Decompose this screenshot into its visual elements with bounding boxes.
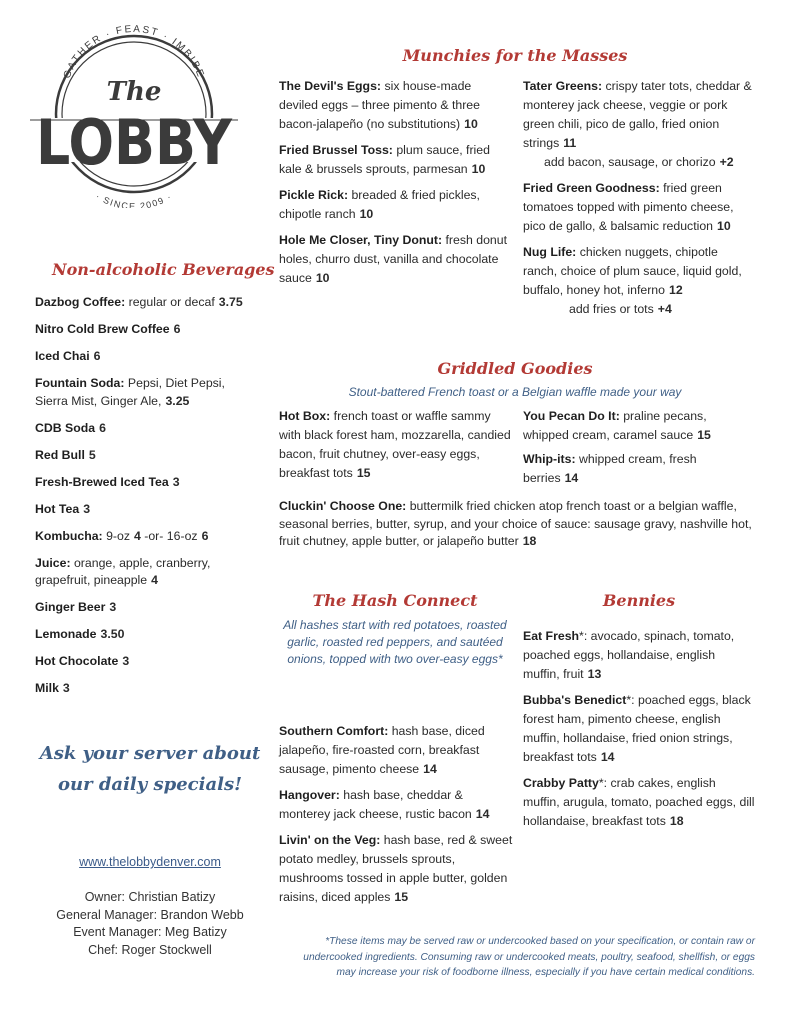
munchies-right-column	[523, 77, 755, 326]
menu-item	[523, 774, 755, 831]
item-price: 15	[356, 466, 371, 480]
item-price: 10	[471, 162, 486, 176]
griddled-right-column	[523, 407, 755, 493]
hash-title: The Hash Connect	[312, 591, 478, 610]
menu-item	[523, 691, 755, 767]
beverage-description: Pepsi, Diet Pepsi, Sierra Mist, Ginger Ale,	[35, 376, 225, 408]
item-description: hash base, cheddar & monterey jack cheese, rustic bacon	[279, 788, 472, 821]
menu-item	[279, 498, 755, 551]
item-description: chicken nuggets, chipotle ranch, choice of plum sauce, liquid gold, buffalo, honey hot, inferno	[523, 245, 742, 297]
item-name: You Pecan Do It:	[523, 409, 620, 423]
beverage-price: 3.50	[100, 627, 125, 641]
item-star: *:	[579, 629, 588, 643]
bennies-list	[523, 627, 755, 838]
beverage-price: 4	[151, 573, 158, 587]
beverage-name: Hot Chocolate	[35, 654, 119, 668]
item-description: fried green tomatoes topped with pimento cheese, pico de gallo, & balsamic reduction	[523, 181, 734, 233]
item-price: 10	[315, 271, 330, 285]
menu-item	[279, 141, 511, 179]
item-description: poached eggs, black forest ham, pimento cheese, english muffin, hollandaise, fried onion strings, breakfast tots	[523, 693, 751, 764]
beverage-description: regular or decaf	[128, 295, 215, 309]
beverage-name: Lemonade	[35, 627, 97, 641]
menu-item	[523, 407, 755, 445]
item-name: Cluckin' Choose One:	[279, 499, 407, 513]
beverage-item	[35, 420, 260, 438]
beverage-price: 3	[62, 681, 70, 695]
item-name: Nug Life:	[523, 245, 577, 259]
item-name: Eat Fresh	[523, 629, 580, 643]
beverage-name: Fountain Soda:	[35, 376, 125, 390]
beverage-item	[35, 348, 260, 366]
hash-list	[279, 722, 513, 914]
menu-item	[523, 179, 755, 236]
addon-text: add fries or tots	[569, 302, 654, 316]
item-price: 18	[669, 814, 684, 828]
item-name: Crabby Patty	[523, 776, 599, 790]
addon-text: add bacon, sausage, or chorizo	[544, 155, 716, 169]
footnote-line-2: undercooked ingredients. Consuming raw or undercooked meats, poultry, seafood, shellfish, or eggs	[303, 951, 755, 963]
item-name: Hot Box:	[279, 409, 331, 423]
item-description: buttermilk fried chicken atop french toast or a belgian waffle, seasonal berries, butter, syrup, and your choice of sauce: sausage gravy, nashville hot, fruit chutney, apple butter, or jalapeño butter	[279, 499, 752, 548]
bennies-title: Bennies	[602, 591, 676, 610]
item-name: Fried Green Goodness:	[523, 181, 660, 195]
logo-top-text: GATHER · FEAST · IMBIBE	[61, 23, 207, 81]
lobby-logo-icon	[28, 22, 240, 208]
beverage-item	[35, 375, 260, 410]
beverage-item	[35, 599, 260, 617]
munchies-title: Munchies for the Masses	[402, 46, 628, 65]
item-price: 13	[587, 667, 602, 681]
beverages-title: Non-alcoholic Beverages	[52, 260, 275, 279]
beverage-item	[35, 294, 260, 312]
beverage-name: Dazbog Coffee:	[35, 295, 126, 309]
beverage-item	[35, 447, 260, 465]
beverage-price: 3	[83, 501, 91, 516]
beverage-price: 6	[93, 349, 101, 363]
specials-line-2: our daily specials!	[58, 774, 242, 795]
beverage-name: CDB Soda	[35, 420, 96, 435]
item-price: 10	[359, 207, 374, 221]
beverage-name: Red Bull	[35, 447, 85, 462]
item-star: *:	[598, 776, 608, 790]
menu-item	[279, 831, 513, 907]
svg-text:GATHER · FEAST · IMBIBE	[62, 24, 207, 80]
item-price: 15	[697, 428, 711, 442]
staff-event-manager: Event Manager: Meg Batizy	[73, 925, 227, 939]
beverage-price-2: 6	[201, 528, 209, 543]
item-description: crab cakes, english muffin, arugula, tomato, poached eggs, dill hollandaise, breakfast tots	[523, 776, 755, 828]
menu-item	[523, 243, 755, 319]
item-description: crispy tater tots, cheddar & monterey jack cheese, veggie or pork green chili, pico de gallo, fried onion strings	[523, 79, 752, 150]
menu-item	[279, 231, 511, 288]
beverage-item	[35, 501, 260, 519]
staff-list	[30, 889, 270, 959]
menu-item	[279, 407, 511, 483]
beverage-item	[35, 626, 260, 644]
item-name: Livin' on the Veg:	[279, 833, 381, 847]
beverage-name: Juice:	[35, 555, 71, 570]
beverage-name: Kombucha:	[35, 528, 103, 543]
item-price: 12	[668, 283, 683, 297]
beverage-item	[35, 528, 260, 546]
beverage-item	[35, 653, 260, 671]
item-description: avocado, spinach, tomato, poached eggs, hollandaise, english muffin, fruit	[523, 629, 735, 681]
menu-item	[523, 450, 755, 488]
item-name: Southern Comfort:	[279, 724, 389, 738]
item-star: *:	[626, 693, 635, 707]
item-name: The Devil's Eggs:	[279, 79, 382, 93]
item-price: 10	[464, 117, 478, 131]
griddled-full-row	[279, 498, 755, 551]
menu-item	[279, 722, 513, 779]
logo	[28, 22, 240, 208]
item-description: french toast or waffle sammy with black forest ham, mozzarella, candied bacon, fruit chutney, over-easy eggs, breakfast tots	[279, 409, 511, 480]
griddled-title: Griddled Goodies	[437, 359, 593, 378]
item-description: six house-made deviled eggs – three pimento & three bacon-jalapeño (no substitutions)	[279, 79, 480, 131]
website-link[interactable]: www.thelobbydenver.com	[79, 855, 221, 869]
menu-item	[523, 627, 755, 684]
specials-callout	[30, 738, 270, 800]
logo-the: The	[106, 77, 162, 107]
item-name: Hangover:	[279, 788, 340, 802]
item-price: 15	[394, 890, 409, 904]
beverage-price: 6	[99, 420, 106, 435]
beverage-item	[35, 474, 260, 492]
beverage-item	[35, 680, 260, 698]
item-name: Bubba's Benedict	[523, 693, 627, 707]
hash-subtitle: All hashes start with red potatoes, roasted garlic, roasted red peppers, and sautéed onions, topped with two over-easy eggs*	[283, 618, 507, 666]
item-description: breaded & fried pickles, chipotle ranch	[279, 188, 480, 221]
item-price: 18	[522, 534, 537, 548]
item-description: hash base, diced jalapeño, fire-roasted corn, breakfast sausage, pimento cheese	[279, 724, 485, 776]
item-price: 14	[600, 750, 615, 764]
menu-item	[279, 786, 513, 824]
griddled-left-column	[279, 407, 511, 490]
raw-food-footnote	[260, 934, 755, 981]
item-description: plum sauce, fried kale & brussels sprouts, parmesan	[279, 143, 490, 176]
item-price: 14	[564, 471, 579, 485]
menu-item	[523, 77, 755, 172]
beverage-price: 3.75	[218, 295, 243, 309]
item-price: 11	[563, 136, 577, 150]
beverage-description-2: -or- 16-oz	[144, 528, 198, 543]
item-price: 10	[717, 219, 731, 233]
beverage-description: orange, apple, cranberry, grapefruit, pineapple	[35, 555, 211, 587]
item-name: Pickle Rick:	[279, 188, 349, 202]
staff-owner: Owner: Christian Batizy	[84, 890, 216, 904]
footnote-line-3: may increase your risk of foodborne illness, especially if you have certain medical conditions.	[336, 967, 755, 978]
beverage-name: Nitro Cold Brew Coffee	[35, 322, 170, 336]
item-price: 14	[475, 807, 490, 821]
item-description: praline pecans, whipped cream, caramel sauce	[523, 409, 707, 442]
menu-item	[279, 77, 511, 134]
griddled-subtitle: Stout-battered French toast or a Belgian waffle made your way	[348, 385, 682, 399]
footnote-line-1: *These items may be served raw or undercooked based on your specification, or contain raw or	[325, 936, 755, 947]
item-price: 14	[423, 762, 437, 776]
item-description: hash base, red & sweet potato medley, brussels sprouts, mushrooms tossed in apple butter, golden raisins, diced apples	[279, 833, 513, 904]
beverage-item	[35, 555, 260, 590]
beverage-price: 3.25	[165, 393, 190, 408]
addon-price: +2	[719, 155, 734, 169]
item-name: Tater Greens:	[523, 79, 603, 93]
beverage-name: Ginger Beer	[35, 600, 106, 614]
beverage-price: 3	[172, 474, 180, 489]
beverage-price: 3	[109, 600, 117, 614]
staff-chef: Chef: Roger Stockwell	[88, 942, 212, 957]
beverage-name: Fresh-Brewed Iced Tea	[35, 474, 169, 489]
beverage-list	[35, 294, 260, 707]
menu-item	[279, 186, 511, 224]
specials-line-1: Ask your server about	[39, 743, 261, 764]
addon-price: +4	[657, 302, 672, 316]
item-addon	[523, 153, 755, 172]
beverage-name: Hot Tea	[35, 501, 80, 516]
beverage-description: 9-oz	[106, 528, 130, 543]
item-name: Fried Brussel Toss:	[279, 143, 393, 157]
item-name: Whip-its:	[523, 452, 576, 466]
item-description: whipped cream, fresh berries	[523, 452, 697, 485]
beverage-price: 3	[122, 654, 130, 668]
svg-text:· SINCE 2009 ·	[94, 191, 174, 208]
beverage-price: 4	[133, 528, 141, 543]
beverage-item	[35, 321, 260, 339]
logo-since-text: · SINCE 2009 ·	[94, 191, 174, 208]
munchies-left-column	[279, 77, 511, 295]
item-addon	[523, 300, 755, 319]
beverage-price: 5	[88, 447, 96, 462]
item-name: Hole Me Closer, Tiny Donut:	[279, 233, 443, 247]
logo-lobby: LOBBY	[36, 106, 233, 179]
beverage-price: 6	[173, 322, 181, 336]
beverage-name: Iced Chai	[35, 349, 90, 363]
item-description: fresh donut holes, churro dust, vanilla and chocolate sauce	[279, 233, 508, 285]
staff-gm: General Manager: Brandon Webb	[56, 907, 244, 922]
beverage-name: Milk	[35, 681, 59, 695]
